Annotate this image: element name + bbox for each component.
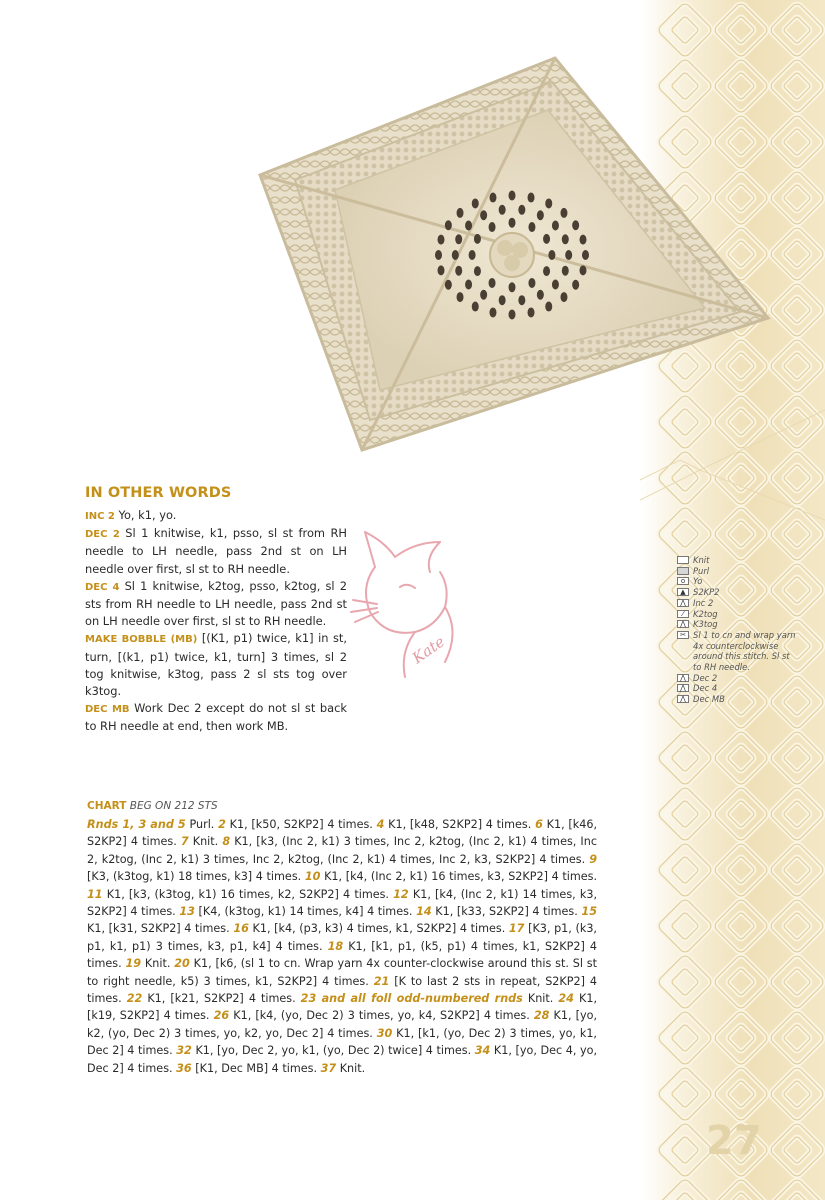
chart-subtitle: BEG ON 212 STS (129, 800, 218, 812)
legend-item (677, 694, 797, 705)
round-number: 34 (474, 1044, 491, 1058)
round-text: Purl. (189, 818, 215, 831)
legend-symbol-icon: ⋀ (677, 599, 689, 607)
round-number: 6 (535, 818, 543, 831)
legend-symbol-icon: ⁄ (677, 610, 689, 618)
round-number: 28 (533, 1009, 550, 1023)
round-number: 22 (126, 992, 143, 1006)
round-text: [K3, p1, (k3, p1, k1, p1) 3 times, k3, p1, k4] 4 times. (87, 922, 597, 953)
definition-text: [(K1, p1) twice, k1] in st, turn, [(k1, p1) twice, k1, turn] 3 times, sl 2 tog knitwise, k3tog, pass 2 sl sts tog over k3tog. (85, 631, 348, 699)
round-number: 26 (213, 1009, 230, 1023)
in-other-words-section (85, 485, 347, 736)
round-text: K1, [k21, S2KP2] 4 times. (147, 992, 296, 1006)
round-text: K1, [k31, S2KP2] 4 times. (87, 922, 230, 936)
round-text: K1, [yo, k2, (yo, Dec 2) 3 times, yo, k2, yo, Dec 2] 4 times. (87, 1009, 597, 1040)
legend-symbol-icon: ⋀ (677, 620, 689, 628)
definitions-text (85, 507, 347, 736)
round-number: 8 (222, 835, 231, 849)
round-text: K1, [k3, (k3tog, k1) 16 times, k2, S2KP2] 4 times. (106, 887, 389, 901)
round-text: K1, [k33, S2KP2] 4 times. (435, 905, 578, 919)
round-text: K1, [k48, S2KP2] 4 times. (388, 818, 532, 831)
legend-item (677, 609, 797, 620)
page-number: 27 (706, 1118, 762, 1164)
round-text: K1, [yo, Dec 2, yo, k1, (yo, Dec 2) twice] 4 times. (195, 1044, 472, 1058)
round-number: 12 (393, 887, 409, 901)
definition-abbr: INC 2 (85, 511, 115, 522)
definition-abbr: MAKE BOBBLE (MB) (85, 634, 198, 646)
legend-item (677, 598, 797, 609)
round-number: 20 (174, 957, 190, 971)
legend-item (677, 683, 797, 694)
legend-item (677, 630, 797, 673)
legend-label: Inc 2 (693, 597, 714, 608)
round-number: 24 (558, 992, 574, 1006)
round-number: 7 (180, 835, 189, 849)
legend-label: K3tog (693, 619, 718, 630)
legend-label: K2tog (693, 608, 718, 619)
round-text: K1, [k50, S2KP2] 4 times. (229, 818, 373, 831)
definition-text: Work Dec 2 except do not sl st back to RH needle at end, then work MB. (85, 701, 347, 734)
legend-symbol-icon: ⋀ (677, 674, 689, 682)
round-number: 19 (125, 957, 142, 971)
legend-symbol-icon: o (677, 577, 689, 585)
round-text: [K to last 2 sts in repeat, S2KP2] 4 times. (87, 974, 598, 1006)
round-number: 21 (373, 974, 390, 988)
legend-label: Purl (693, 565, 710, 576)
legend-item (677, 566, 797, 577)
section-title: IN OTHER WORDS (85, 485, 232, 501)
round-text: K1, [k4, (yo, Dec 2) 3 times, yo, k4, S2KP2] 4 times. (233, 1009, 530, 1023)
definition-abbr: DEC MB (85, 704, 130, 716)
round-number: 18 (327, 939, 344, 953)
round-text: [K4, (k3tog, k1) 14 times, k4] 4 times. (198, 905, 413, 919)
round-number: 9 (589, 852, 597, 866)
round-text: Knit. (192, 835, 219, 849)
round-text: K1, [k1, (yo, Dec 2) 3 times, yo, k1, Dec 2] 4 times. (87, 1026, 597, 1058)
round-text: K1, [k4, (Inc 2, k1) 14 times, k3, S2KP2] 4 times. (87, 887, 598, 919)
rounds-text (87, 816, 597, 1077)
legend-label: S2KP2 (693, 587, 720, 598)
round-text: Knit. (527, 992, 554, 1006)
definition-abbr: DEC 2 (85, 529, 120, 541)
round-number: 4 (376, 818, 385, 831)
logo-signature: Kate (408, 632, 449, 668)
legend-label: Dec MB (693, 694, 725, 705)
legend-symbol-icon (677, 556, 689, 564)
legend-item (677, 619, 797, 630)
legend-symbol-icon (677, 567, 689, 575)
legend-label: Yo (693, 576, 703, 587)
round-number: 11 (87, 887, 103, 901)
round-number: 30 (376, 1026, 393, 1040)
round-text: K1, [k19, S2KP2] 4 times. (87, 992, 597, 1023)
legend-item (677, 587, 797, 598)
round-text: K1, [k6, (sl 1 to cn. Wrap yarn 4x counter-clockwise around this st. Sl st to right needle, k5) 3 times, k1, S2KP2] 4 times. (87, 957, 597, 988)
round-number: 16 (233, 922, 249, 936)
round-text: Knit. (339, 1061, 366, 1075)
round-number: 37 (320, 1061, 337, 1075)
round-text: [K3, (k3tog, k1) 18 times, k3] 4 times. (87, 870, 302, 884)
definition-text: Sl 1 knitwise, k1, psso, sl st from RH needle to LH needle, pass 2nd st on LH needle over first, sl st to RH needle. (85, 526, 347, 576)
legend-item (677, 673, 797, 684)
round-number: 15 (581, 905, 597, 919)
legend-label: Knit (693, 555, 710, 565)
kate-cat-logo (345, 512, 475, 687)
round-number: 36 (176, 1061, 192, 1075)
chart-legend (677, 555, 797, 705)
round-number: 14 (416, 905, 432, 919)
chart-heading (87, 800, 597, 812)
chart-label: CHART (87, 800, 127, 812)
legend-symbol-icon: ⋀ (677, 684, 689, 692)
legend-symbol-icon: ✂ (677, 631, 689, 639)
round-number: 2 (218, 818, 226, 831)
round-text: K1, [k4, (p3, k3) 4 times, k1, S2KP2] 4 times. (252, 922, 506, 936)
knitted-square-photo (250, 50, 780, 460)
round-number: 32 (176, 1044, 192, 1058)
legend-label: Dec 4 (693, 683, 718, 694)
round-text: K1, [k4, (Inc 2, k1) 16 times, k3, S2KP2] 4 times. (324, 870, 598, 884)
round-number: Rnds 1, 3 and 5 (87, 818, 186, 831)
legend-label: Sl 1 to cn and wrap yarn 4x counterclockwise around this stitch. Sl st to RH needle. (693, 629, 796, 673)
definition-abbr: DEC 4 (85, 581, 120, 593)
round-number: 23 and all foll odd-numbered rnds (300, 992, 523, 1006)
round-text: Knit. (144, 957, 171, 971)
legend-label: Dec 2 (693, 672, 718, 683)
definition-text: Yo, k1, yo. (118, 508, 177, 522)
round-number: 13 (179, 905, 195, 919)
legend-item (677, 555, 797, 566)
legend-symbol-icon: ▲ (677, 588, 689, 596)
round-number: 17 (508, 922, 525, 936)
definition-text: Sl 1 knitwise, k2tog, psso, k2tog, sl 2 sts from RH needle to LH needle, pass 2nd st on LH needle over first, sl st to RH needle. (85, 578, 347, 629)
round-number: 10 (304, 870, 321, 884)
round-text: K1, [yo, Dec 4, yo, Dec 2] 4 times. (87, 1044, 597, 1075)
chart-instructions (87, 800, 597, 1077)
round-text: K1, [k3, (Inc 2, k1) 3 times, Inc 2, k2tog, (Inc 2, k1) 4 times, Inc 2, k2tog, (Inc 2, k1) 3 times, Inc 2, k2tog, (Inc 2, k1) 4 times, Inc 2, k3, S2KP2] 4 times. (87, 835, 597, 866)
legend-symbol-icon: ⋀ (677, 695, 689, 703)
round-text: K1, [k46, S2KP2] 4 times. (87, 818, 598, 849)
round-text: K1, [k1, p1, (k5, p1) 4 times, k1, S2KP2] 4 times. (87, 939, 597, 971)
legend-item (677, 576, 797, 587)
round-text: [K1, Dec MB] 4 times. (195, 1061, 317, 1075)
